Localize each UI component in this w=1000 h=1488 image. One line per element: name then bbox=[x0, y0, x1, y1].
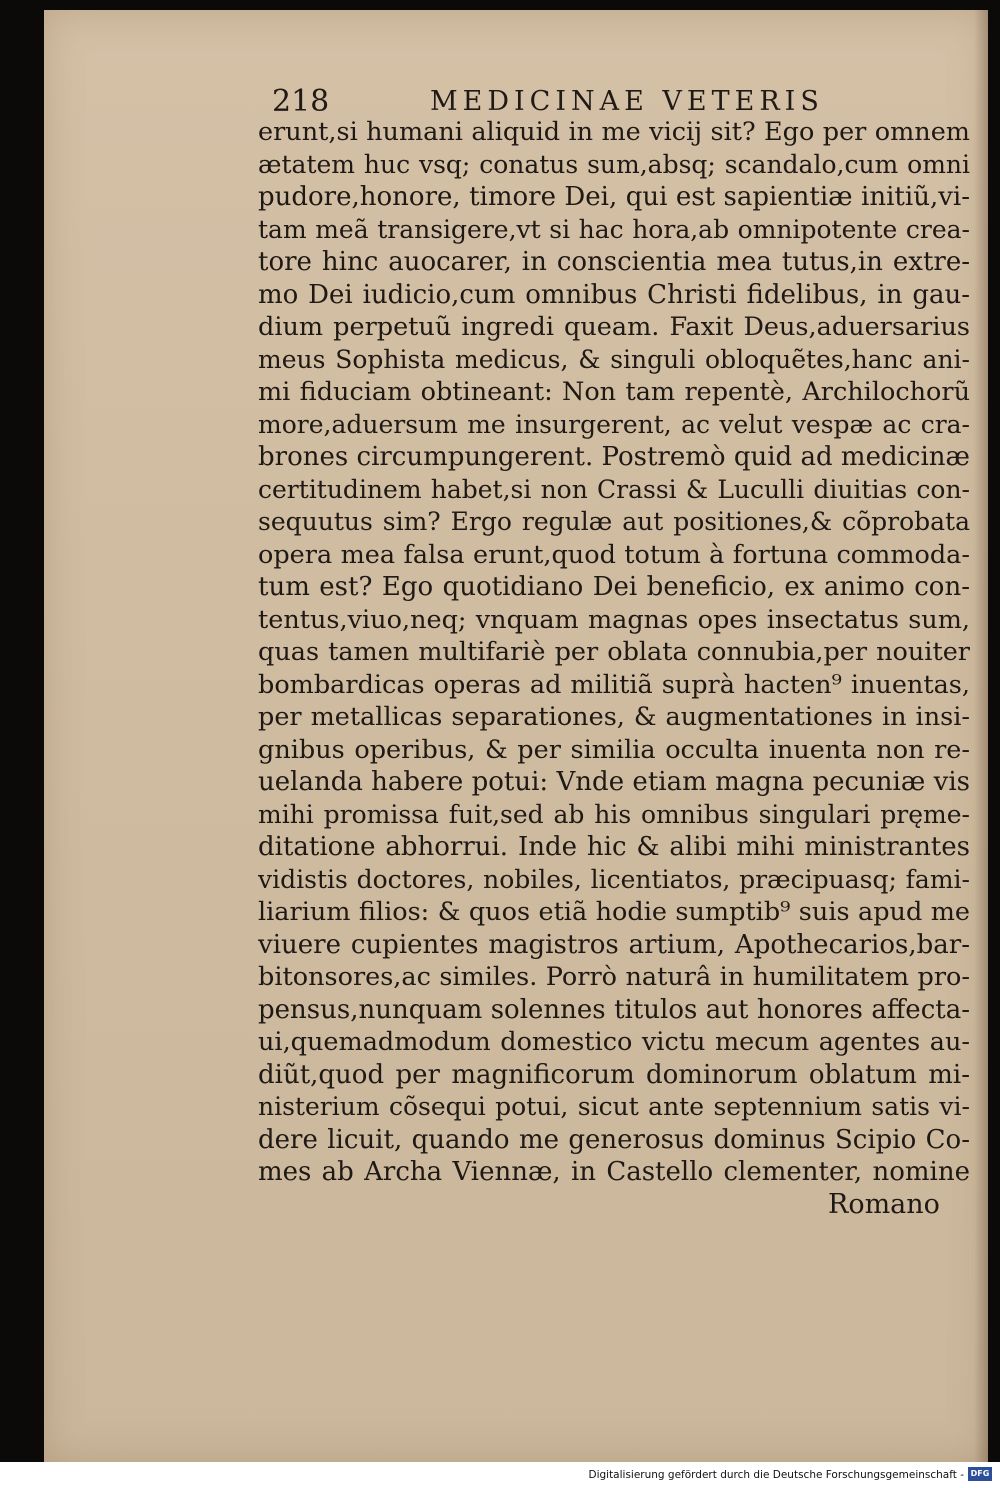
text-line: erunt,si humani aliquid in me vicij sit? Ego per omnem bbox=[258, 117, 970, 147]
text-line: opera mea falsa erunt,quod totum à fortuna commoda- bbox=[258, 539, 970, 570]
body-text bbox=[258, 116, 970, 1189]
text-line: tam meã transigere,vt si hac hora,ab omnipotente crea- bbox=[258, 214, 970, 244]
text-line: bitonsores,ac similes. Porrò naturâ in humilitatem pro- bbox=[258, 962, 970, 992]
text-line: quas tamen multifariè per oblata connubia,per nouiter bbox=[258, 637, 970, 667]
text-line: diũt,quod per magnificorum dominorum oblatum mi- bbox=[258, 1059, 970, 1090]
digitization-credit: Digitalisierung gefördert durch die Deutsche Forschungsgemeinschaft - bbox=[588, 1469, 964, 1481]
text-line: tum est? Ego quotidiano Dei beneficio, ex animo con- bbox=[258, 572, 970, 602]
text-line: gnibus operibus, & per similia occulta inuenta non re- bbox=[258, 734, 970, 765]
text-line: meus Sophista medicus, & singuli obloquẽtes,hanc ani- bbox=[258, 344, 970, 374]
page-edge-shadow bbox=[974, 10, 988, 1462]
text-line: pensus,nunquam solennes titulos aut honores affecta- bbox=[258, 994, 970, 1025]
text-line: pudore,honore, timore Dei, qui est sapientiæ initiũ,vi- bbox=[258, 182, 970, 212]
dfg-logo: DFG bbox=[968, 1467, 992, 1481]
text-line: ditatione abhorrui. Inde hic & alibi mihi ministrantes bbox=[258, 832, 970, 862]
text-line: vidistis doctores, nobiles, licentiatos, præcipuasq; fami- bbox=[258, 864, 970, 894]
text-line: dere licuit, quando me generosus dominus Scipio Co- bbox=[258, 1124, 970, 1155]
text-line: ui,quemadmodum domestico victu mecum agentes au- bbox=[258, 1027, 970, 1057]
text-line: certitudinem habet,si non Crassi & Luculli diuitias con- bbox=[258, 474, 970, 504]
text-line: mes ab Archa Viennæ, in Castello clementer, nomine bbox=[258, 1157, 970, 1187]
text-line: mo Dei iudicio,cum omnibus Christi fidelibus, in gau- bbox=[258, 279, 970, 310]
text-line: more,aduersum me insurgerent, ac velut vespæ ac cra- bbox=[258, 409, 970, 439]
text-line: sequutus sim? Ergo regulæ aut positiones,& cõprobata bbox=[258, 507, 970, 536]
text-line: per metallicas separationes, & augmentationes in insi- bbox=[258, 702, 970, 732]
text-line: tentus,viuo,neq; vnquam magnas opes insectatus sum, bbox=[258, 604, 970, 635]
text-line: nisterium cõsequi potui, sicut ante septennium satis vi- bbox=[258, 1092, 970, 1121]
text-line: dium perpetuũ ingredi queam. Faxit Deus,aduersarius bbox=[258, 312, 970, 342]
running-title: MEDICINAE VETERIS bbox=[430, 86, 824, 117]
text-line: mihi promissa fuit,sed ab his omnibus singulari pręme- bbox=[258, 799, 970, 829]
text-line: brones circumpungerent. Postremò quid ad medicinæ bbox=[258, 442, 970, 472]
page-number: 218 bbox=[272, 84, 330, 119]
text-line: liarium filios: & quos etiã hodie sumptib⁹ suis apud me bbox=[258, 897, 970, 927]
text-line: ætatem huc vsq; conatus sum,absq; scandalo,cum omni bbox=[258, 149, 970, 179]
text-line: bombardicas operas ad militiã suprà hacten⁹ inuentas, bbox=[258, 669, 970, 700]
text-line: viuere cupientes magistros artium, Apothecarios,bar- bbox=[258, 929, 970, 960]
text-line: mi fiduciam obtineant: Non tam repentè, Archilochorũ bbox=[258, 377, 970, 407]
catchword: Romano bbox=[828, 1189, 940, 1220]
footer-bar bbox=[0, 1462, 1000, 1488]
text-line: uelanda habere potui: Vnde etiam magna pecuniæ vis bbox=[258, 767, 970, 797]
text-line: tore hinc auocarer, in conscientia mea tutus,in extre- bbox=[258, 247, 970, 277]
